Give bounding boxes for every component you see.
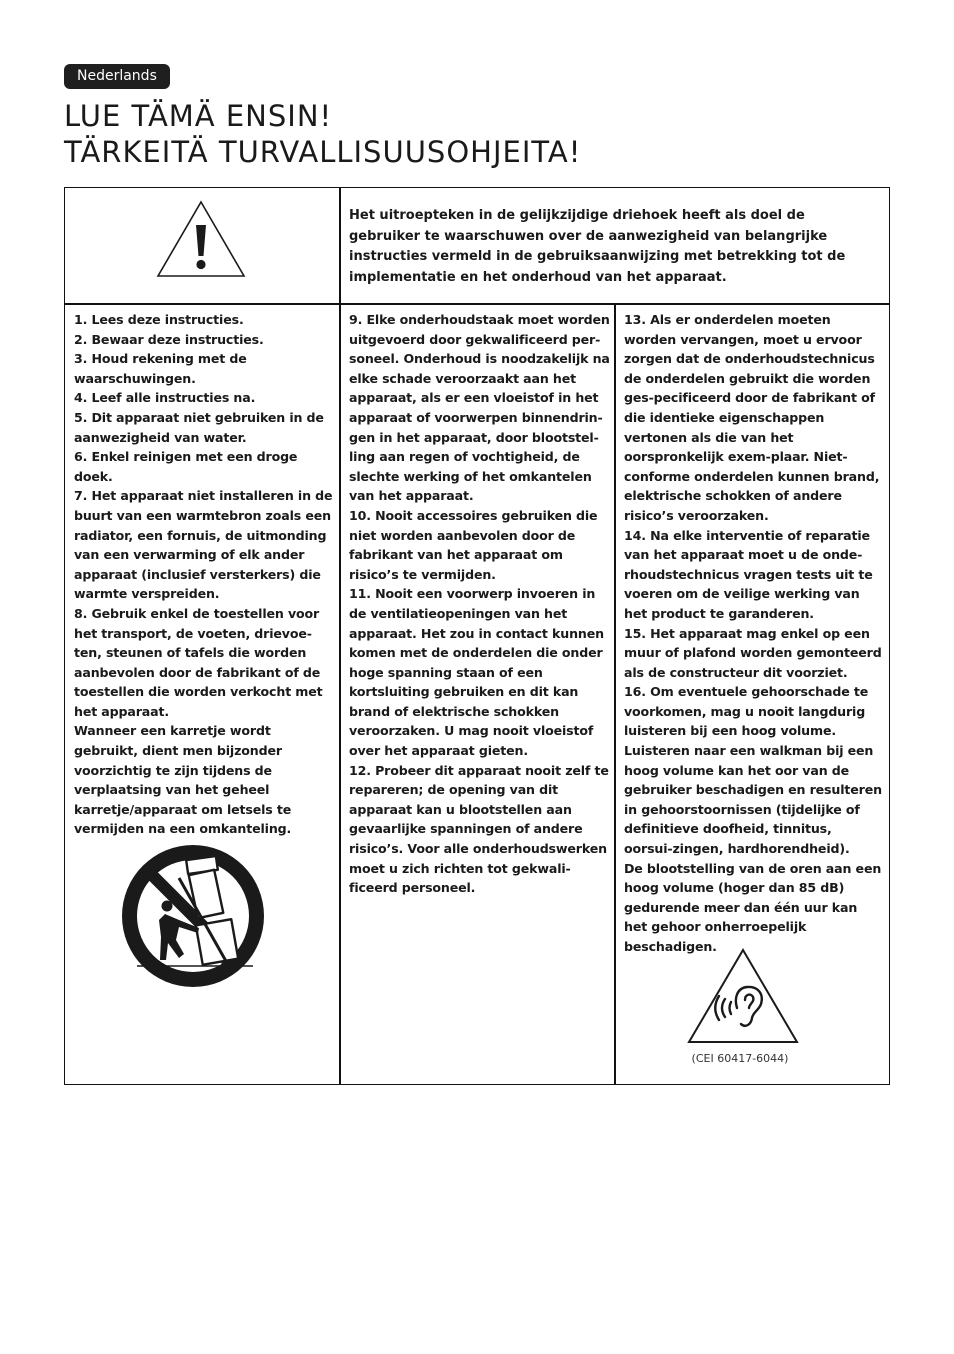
instruction-item: 3. Houd rekening met de waarschuwingen. bbox=[74, 351, 247, 386]
instruction-item: 14. Na elke interventie of reparatie van het apparaat moet u de onde-rhoudstechnicus vragen tests uit te voeren om de veilige werking van het product te garanderen. bbox=[624, 527, 873, 621]
instruction-item: 4. Leef alle instructies na. bbox=[74, 390, 256, 406]
instruction-item: 10. Nooit accessoires gebruiken die niet worden aanbevolen door de fabrikant van het apparaat om risico’s te vermijden. bbox=[349, 507, 598, 582]
instruction-item: 5. Dit apparaat niet gebruiken in de aanwezigheid van water. bbox=[74, 409, 324, 445]
warning-description: Het uitroepteken in de gelijkzijdige driehoek heeft als doel de gebruiker te waarschuwen over de aanwezigheid van belangrijke instructies vermeld in de gebruiksaanwijzing met betrekking tot de implementatie en het onderhoud van het apparaat. bbox=[349, 208, 846, 285]
page-title bbox=[64, 98, 581, 170]
instruction-item: De blootstelling van de oren aan een hoog volume (hoger dan 85 dB) gedurende meer dan één uur kan het gehoor onherroepelijk beschadigen. bbox=[624, 860, 882, 954]
instruction-item: 12. Probeer dit apparaat nooit zelf te repareren; de opening van dit apparaat kan u blootstellen aan gevaarlijke spanningen of andere risico’s. Voor alle onderhoudswerken moet u zich richten tot gekwali-ficeerd personeel. bbox=[349, 762, 609, 896]
instructions-column-1 bbox=[74, 310, 334, 839]
exclamation-triangle-icon bbox=[65, 188, 340, 304]
instruction-item: 2. Bewaar deze instructies. bbox=[74, 331, 264, 347]
instruction-item: 11. Nooit een voorwerp invoeren in de ventilatieopeningen van het apparaat. Het zou in contact kunnen komen met de onderdelen die onder hoge spanning staan of een kortsluiting gebruiken en dit kan brand of elektrische schokken veroorzaken. U mag nooit vloeistof over het apparaat gieten. bbox=[349, 586, 604, 759]
cart-tip-over-warning-icon bbox=[121, 842, 279, 990]
warning-icon-cell bbox=[65, 188, 340, 304]
instruction-item: 13. Als er onderdelen moeten worden vervangen, moet u ervoor zorgen dat de onderhoudstechnicus de onderdelen gebruikt die worden ges-pecificeerd door de fabrikant of die identieke eigenschappen vertonen als die van het oorspronkelijk exem-plaar. Niet-conforme onderdelen kunnen brand, elektrische schokken of andere risico’s veroorzaken. bbox=[624, 312, 880, 523]
instruction-item: 8. Gebruik enkel de toestellen voor het transport, de voeten, drievoe-ten, steunen of tafels die worden aanbevolen door de fabrikant of de toestellen die worden verkocht met het apparaat. bbox=[74, 605, 323, 719]
cei-standard-label: (CEI 60417-6044) bbox=[691, 1052, 789, 1065]
instruction-item: 16. Om eventuele gehoorschade te voorkomen, mag u nooit langdurig luisteren bij een hoog volume. Luisteren naar een walkman bij een hoog volume kan het oor van de gebruiker beschadigen en resulteren in gehoorstoornissen (tijdelijke of definitieve doofheid, tinnitus, oorsui-zingen, hardhorendheid). bbox=[624, 684, 882, 857]
title-line-1: LUE TÄMÄ ENSIN! bbox=[64, 99, 333, 133]
instruction-item: 9. Elke onderhoudstaak moet worden uitgevoerd door gekwalificeerd per-soneel. Onderhoud is noodzakelijk na elke schade veroorzaakt aan het apparaat, als er een vloeistof in het apparaat of voorwerpen binnendrin-gen in het apparaat, door blootstel-ling aan regen of vochtigheid, de slechte werking of het omkantelen van het apparaat. bbox=[349, 312, 610, 504]
hearing-damage-warning-icon bbox=[685, 946, 801, 1046]
language-badge: Nederlands bbox=[64, 64, 170, 89]
divider-vertical-1 bbox=[339, 188, 341, 1084]
instruction-item: 1. Lees deze instructies. bbox=[74, 312, 244, 327]
instruction-item: 6. Enkel reinigen met een droge doek. bbox=[74, 449, 298, 484]
title-line-2: TÄRKEITÄ TURVALLISUUSOHJEITA! bbox=[64, 135, 582, 169]
divider-vertical-2 bbox=[614, 304, 616, 1084]
safety-instructions-table bbox=[64, 187, 890, 1085]
instruction-item: Wanneer een karretje wordt gebruikt, dient men bijzonder voorzichtig te zijn tijdens de verplaatsing van het geheel karretje/apparaat om letsels te vermijden na een omkanteling. bbox=[74, 723, 292, 837]
instructions-column-2 bbox=[349, 310, 611, 898]
instruction-item: 15. Het apparaat mag enkel op een muur of plafond worden gemonteerd als de constructeur dit voorziet. bbox=[624, 625, 882, 680]
instructions-column-3 bbox=[624, 310, 884, 957]
instruction-item: 7. Het apparaat niet installeren in de buurt van een warmtebron zoals een radiator, een fornuis, de uitmonding van een verwarming of elk ander apparaat (inclusief versterkers) die warmte verspreiden. bbox=[74, 488, 333, 602]
